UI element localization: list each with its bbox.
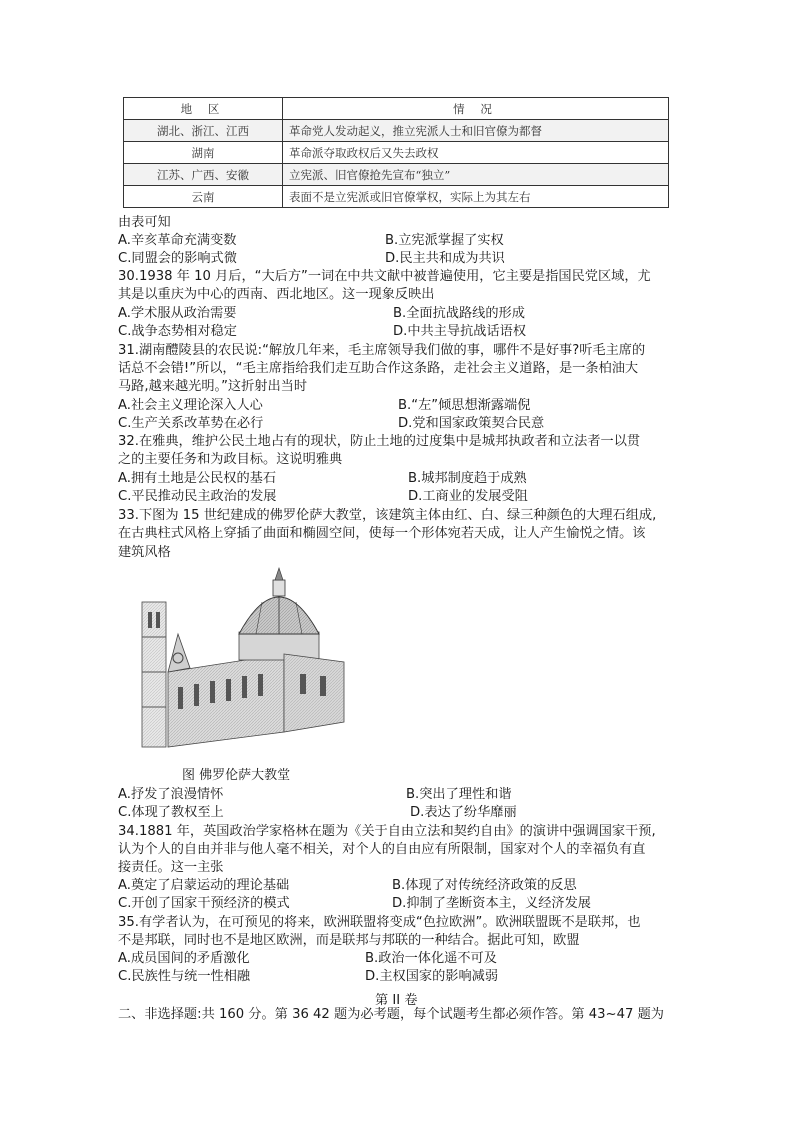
table-cell-region: 江苏、广西、安徽 [124, 164, 283, 186]
q31-stem-line-2: 话总不会错!”所以，“毛主席指给我们走互助合作这条路，走社会主义道路，是一条柏油大 [118, 361, 639, 376]
table-cell-situation: 表面不是立宪派或旧官僚掌权，实际上为其左右 [283, 186, 669, 208]
q35-stem-line-2: 不是邦联，同时也不是地区欧洲，而是联邦与邦联的一种结合。据此可知，欧盟 [118, 933, 580, 948]
table-cell-region: 湖北、浙江、江西 [124, 120, 283, 142]
q35-option-a: A.成员国间的矛盾激化 [118, 951, 250, 966]
q30-stem-line-1: 30.1938 年 10 月后，“大后方”一词在中共文献中被普遍使用，它主要是指国民党区域，尤 [118, 269, 651, 284]
q31-stem-line-1: 31.湖南醴陵县的农民说:“解放几年来，毛主席领导我们做的事，哪件不是好事?听毛主席的 [118, 343, 646, 358]
q33-stem-line-1: 33.下图为 15 世纪建成的佛罗伦萨大教堂，该建筑主体由红、白、绿三种颜色的大理石组成, [118, 508, 657, 523]
q31-option-c: C.生产关系改革势在必行 [118, 416, 264, 431]
table-cell-situation: 革命党人发动起义，推立宪派人士和旧官僚为都督 [283, 120, 669, 142]
q33-stem-line-2: 在古典柱式风格上穿插了曲面和椭圆空间，使每一个形体宛若天成，让人产生愉悦之情。该 [118, 526, 646, 541]
q33-stem-line-3: 建筑风格 [118, 545, 171, 560]
bell-tower [142, 602, 166, 747]
q29-stem: 由表可知 [118, 215, 171, 230]
q33-option-d: D.表达了纷华靡丽 [410, 805, 517, 820]
apse [284, 654, 344, 732]
table-header-row [124, 98, 669, 120]
q29-option-a: A.辛亥革命充满变数 [118, 233, 237, 248]
q35-option-b: B.政治一体化遥不可及 [365, 951, 497, 966]
q30-option-b: B.全面抗战路线的形成 [393, 306, 525, 321]
q29-option-d: D.民主共和成为共识 [385, 251, 505, 266]
q32-stem-line-2: 之的主要任务和为政目标。这说明雅典 [118, 452, 343, 467]
q30-option-a: A.学术服从政治需要 [118, 306, 237, 321]
q34-option-d: D.抑制了垄断资本主，义经济发展 [392, 896, 591, 911]
figure-caption: 图 佛罗伦萨大教堂 [182, 768, 291, 783]
table-cell-region: 云南 [124, 186, 283, 208]
table-row [124, 164, 669, 186]
q33-option-c: C.体现了教权至上 [118, 805, 224, 820]
table-row [124, 186, 669, 208]
table-cell-situation: 革命派夺取政权后又失去政权 [283, 142, 669, 164]
q34-option-a: A.奠定了启蒙运动的理论基础 [118, 878, 290, 893]
q29-option-b: B.立宪派掌握了实权 [385, 233, 504, 248]
q32-option-d: D.工商业的发展受阻 [408, 489, 528, 504]
q32-option-b: B.城邦制度趋于成熟 [408, 471, 527, 486]
q35-option-c: C.民族性与统一性相融 [118, 969, 251, 984]
q31-stem-line-3: 马路,越来越光明。”这折射出当时 [118, 379, 308, 394]
table-header-situation: 情 况 [283, 98, 669, 120]
q32-stem-line-1: 32.在雅典，维护公民土地占有的现状，防止土地的过度集中是城邦执政者和立法者一以贯 [118, 434, 641, 449]
dome [239, 568, 319, 660]
section-label: 第 II 卷 [375, 993, 418, 1008]
q31-option-d: D.党和国家政策契合民意 [398, 416, 545, 431]
part2-instructions: 二、非选择题:共 160 分。第 36 42 题为必考题，每个试题考生都必须作答。第 43~47 题为 [118, 1007, 664, 1022]
table-row [124, 142, 669, 164]
q31-option-a: A.社会主义理论深入人心 [118, 398, 263, 413]
table-row [124, 120, 669, 142]
q34-stem-line-3: 接责任。这一主张 [118, 860, 224, 875]
table-cell-situation: 立宪派、旧官僚抢先宣布“独立” [283, 164, 669, 186]
q31-option-b: B.“左”倾思想渐露端倪 [398, 398, 531, 413]
q33-option-b: B.突出了理性和谐 [406, 787, 512, 802]
q35-stem-line-1: 35.有学者认为，在可预见的将来，欧洲联盟将变成“色拉欧洲”。欧洲联盟既不是联邦，也 [118, 915, 641, 930]
q30-option-d: D.中共主导抗战话语权 [393, 324, 527, 339]
q32-option-c: C.平民推动民主政治的发展 [118, 489, 277, 504]
q29-option-c: C.同盟会的影响式微 [118, 251, 237, 266]
q35-option-d: D.主权国家的影响减弱 [365, 969, 499, 984]
q30-stem-line-2: 其是以重庆为中心的西南、西北地区。这一现象反映出 [118, 287, 435, 302]
table-cell-region: 湖南 [124, 142, 283, 164]
q32-option-a: A.拥有土地是公民权的基石 [118, 471, 277, 486]
cathedral-figure [134, 562, 349, 752]
region-situation-table [123, 97, 669, 208]
q34-stem-line-2: 认为个人的自由并非与他人毫不相关，对个人的自由应有所限制，国家对个人的幸福负有直 [118, 842, 646, 857]
q34-option-c: C.开创了国家干预经济的模式 [118, 896, 290, 911]
q34-stem-line-1: 34.1881 年，英国政治学家格林在题为《关于自由立法和契约自由》的演讲中强调国家干预, [118, 824, 656, 839]
q30-option-c: C.战争态势相对稳定 [118, 324, 237, 339]
table-header-region: 地 区 [124, 98, 283, 120]
q33-option-a: A.抒发了浪漫情怀 [118, 787, 224, 802]
q34-option-b: B.体现了对传统经济政策的反思 [392, 878, 577, 893]
